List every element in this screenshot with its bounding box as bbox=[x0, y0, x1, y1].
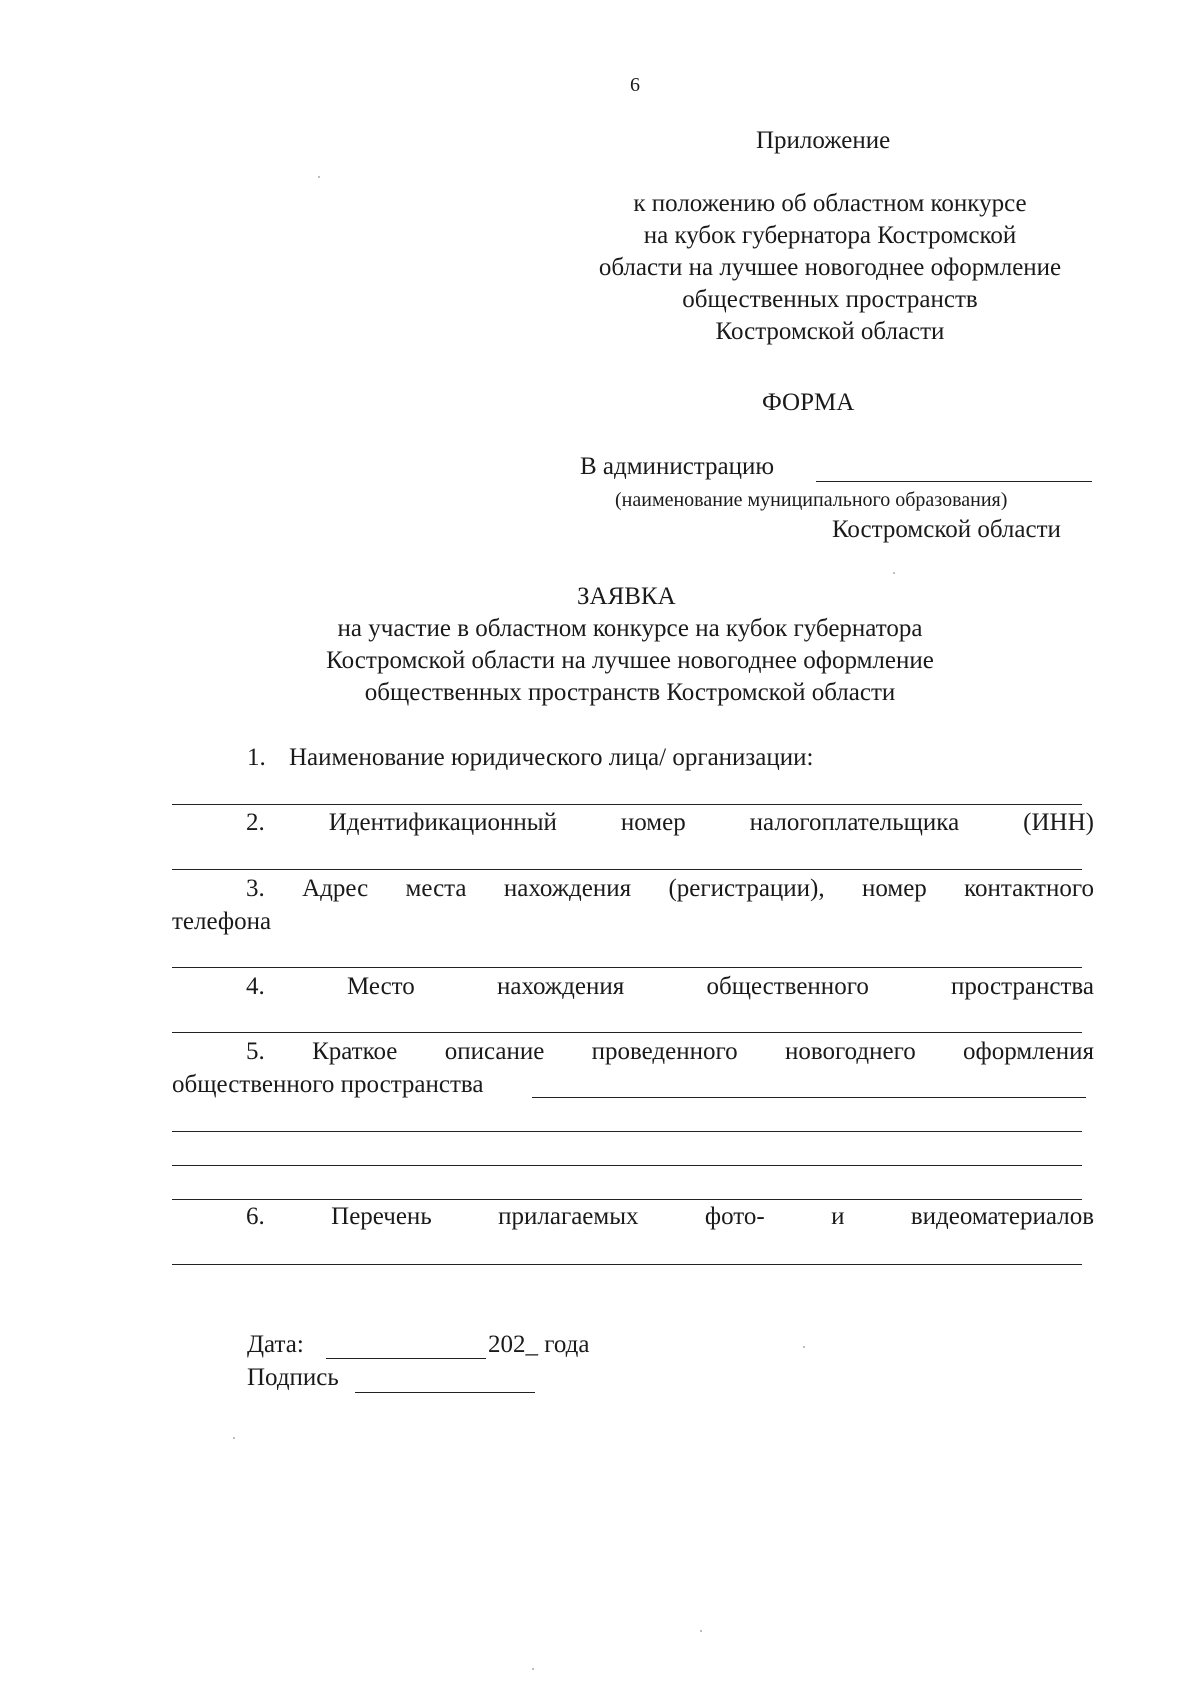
appendix-line: общественных пространств bbox=[682, 286, 978, 313]
item6-answer-line[interactable] bbox=[172, 1264, 1082, 1265]
item4-word: общественного bbox=[706, 973, 869, 1000]
item3-word: (регистрации), bbox=[668, 875, 825, 902]
item6-word: 6. bbox=[246, 1203, 265, 1230]
date-blank-line[interactable] bbox=[326, 1358, 486, 1359]
item4-word: 4. bbox=[246, 973, 265, 1000]
addressee-suffix: Костромской области bbox=[832, 516, 1061, 543]
item6-word: видеоматериалов bbox=[910, 1203, 1094, 1230]
item6-word: фото- bbox=[704, 1203, 765, 1230]
item3-word: места bbox=[405, 875, 467, 902]
application-line: на участие в областном конкурсе на кубок губернатора bbox=[337, 615, 923, 642]
addressee-hint: (наименование муниципального образования) bbox=[615, 489, 1008, 511]
form-label: ФОРМА bbox=[762, 389, 855, 416]
item5-word: проведенного bbox=[591, 1038, 738, 1065]
scan-speck bbox=[233, 1437, 235, 1439]
item5-word: новогоднего bbox=[784, 1038, 916, 1065]
page-number: 6 bbox=[630, 74, 640, 96]
item3-word: 3. bbox=[246, 875, 265, 902]
item4-answer-line[interactable] bbox=[172, 1032, 1082, 1033]
item6-text bbox=[246, 1201, 1094, 1233]
item5-continuation: общественного пространства bbox=[172, 1071, 484, 1098]
item4-word: Место bbox=[346, 973, 415, 1000]
item6-word: Перечень bbox=[331, 1203, 432, 1230]
item2-word: (ИНН) bbox=[1023, 809, 1094, 836]
signature-blank-line[interactable] bbox=[355, 1392, 535, 1393]
application-title: ЗАЯВКА bbox=[577, 583, 676, 610]
item5-answer-line-inline[interactable] bbox=[532, 1097, 1086, 1098]
item5-text bbox=[246, 1036, 1094, 1068]
date-year: 202_ года bbox=[488, 1331, 590, 1358]
item4-word: пространства bbox=[951, 973, 1094, 1000]
scan-speck bbox=[318, 176, 320, 178]
item5-word: Краткое bbox=[312, 1038, 398, 1065]
scan-speck bbox=[700, 1630, 702, 1632]
scan-speck bbox=[893, 572, 895, 574]
appendix-line: области на лучшее новогоднее оформление bbox=[598, 254, 1062, 281]
item3-text bbox=[246, 873, 1094, 905]
scan-speck bbox=[803, 1346, 805, 1348]
item3-word: номер bbox=[861, 875, 927, 902]
item5-word: описание bbox=[444, 1038, 545, 1065]
item5-word: оформления bbox=[963, 1038, 1094, 1065]
appendix-line: к положению об областном конкурсе bbox=[633, 190, 1027, 217]
item2-answer-line[interactable] bbox=[172, 869, 1082, 870]
application-subtitle bbox=[230, 613, 1030, 709]
application-line: Костромской области на лучшее новогоднее оформление bbox=[326, 647, 934, 674]
item5-answer-line[interactable] bbox=[172, 1131, 1082, 1132]
item2-text bbox=[246, 807, 1094, 839]
signature-label: Подпись bbox=[247, 1364, 339, 1391]
item1-answer-line[interactable] bbox=[172, 804, 1082, 805]
item6-word: прилагаемых bbox=[498, 1203, 639, 1230]
item5-answer-line[interactable] bbox=[172, 1165, 1082, 1166]
scan-speck bbox=[532, 1668, 534, 1670]
item3-word: контактного bbox=[964, 875, 1094, 902]
appendix-caption bbox=[560, 188, 1100, 348]
addressee-prefix: В администрацию bbox=[580, 453, 775, 480]
appendix-title: Приложение bbox=[756, 127, 891, 154]
item3-word: Адрес bbox=[302, 875, 369, 902]
item1-text: Наименование юридического лица/ организации: bbox=[289, 744, 814, 771]
addressee-blank-line[interactable] bbox=[816, 481, 1092, 482]
item4-word: нахождения bbox=[497, 973, 625, 1000]
date-label: Дата: bbox=[247, 1331, 304, 1358]
item3-answer-line[interactable] bbox=[172, 967, 1082, 968]
item4-text bbox=[246, 971, 1094, 1003]
item5-answer-line[interactable] bbox=[172, 1199, 1082, 1200]
item6-word: и bbox=[831, 1203, 845, 1230]
item2-word: номер bbox=[620, 809, 686, 836]
item5-word: 5. bbox=[246, 1038, 265, 1065]
application-line: общественных пространств Костромской области bbox=[364, 679, 896, 706]
item3-continuation: телефона bbox=[172, 908, 272, 935]
item2-word: 2. bbox=[246, 809, 265, 836]
item2-word: налогоплательщика bbox=[749, 809, 960, 836]
item1-number: 1. bbox=[247, 744, 266, 771]
item3-word: нахождения bbox=[503, 875, 632, 902]
appendix-line: на кубок губернатора Костромской bbox=[643, 222, 1017, 249]
item2-word: Идентификационный bbox=[328, 809, 557, 836]
appendix-line: Костромской области bbox=[715, 318, 945, 345]
